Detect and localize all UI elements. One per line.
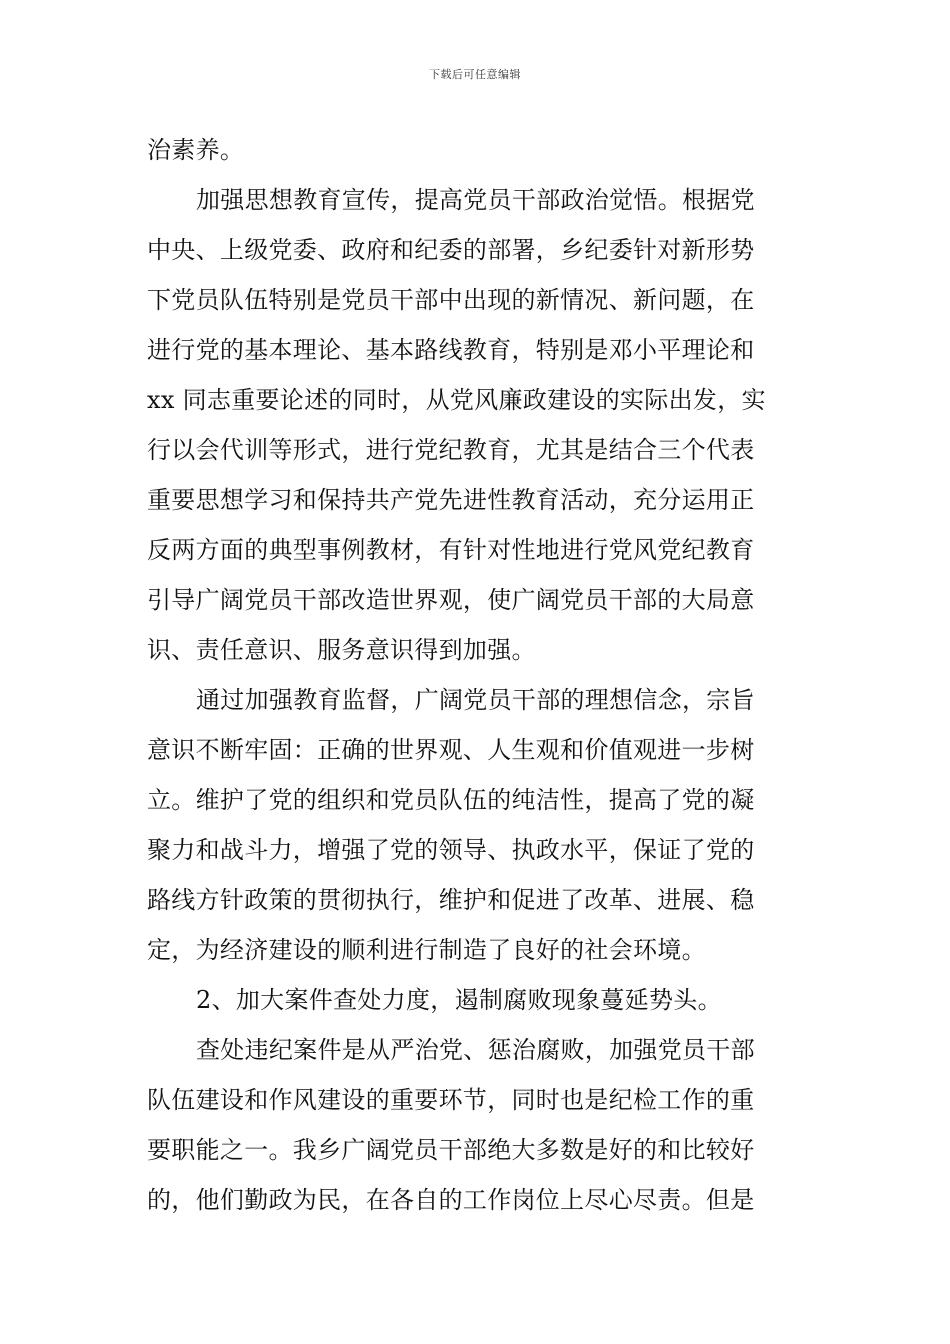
document-body — [147, 125, 807, 1225]
text-line: 立。维护了党的组织和党员队伍的纯洁性，提高了党的凝 — [147, 786, 755, 814]
text-line: 查处违纪案件是从严治党、惩治腐败，加强党员干部 — [196, 1036, 755, 1064]
text-line: 中央、上级党委、政府和纪委的部署，乡纪委针对新形势 — [147, 236, 755, 264]
text-line: 下党员队伍特别是党员干部中出现的新情况、新问题，在 — [147, 286, 755, 314]
text-line: 进行党的基本理论、基本路线教育，特别是邓小平理论和 — [147, 336, 755, 364]
page-header: 下载后可任意编辑 — [429, 68, 521, 81]
text-line: 识、责任意识、服务意识得到加强。 — [147, 636, 536, 664]
text-line: 队伍建设和作风建设的重要环节，同时也是纪检工作的重 — [147, 1086, 755, 1114]
text-line: 定，为经济建设的顺利进行制造了良好的社会环境。 — [147, 936, 706, 964]
text-line: 路线方针政策的贯彻执行，维护和促进了改革、进展、稳 — [147, 886, 755, 914]
text-line: 的，他们勤政为民，在各自的工作岗位上尽心尽责。但是 — [147, 1186, 755, 1214]
text-line: 反两方面的典型事例教材，有针对性地进行党风党纪教育 — [147, 536, 755, 564]
text-line: xx 同志重要论述的同时，从党风廉政建设的实际出发，实 — [147, 386, 766, 414]
section-heading: 2、加大案件查处力度，遏制腐败现象蔓延势头。 — [196, 986, 722, 1014]
text-line: 引导广阔党员干部改造世界观，使广阔党员干部的大局意 — [147, 586, 755, 614]
text-line: 通过加强教育监督，广阔党员干部的理想信念，宗旨 — [196, 686, 755, 714]
text-line: 治素养。 — [147, 136, 245, 164]
text-line: 加强思想教育宣传，提高党员干部政治觉悟。根据党 — [196, 186, 755, 214]
text-line: 意识不断牢固：正确的世界观、人生观和价值观进一步树 — [147, 736, 755, 764]
text-line: 聚力和战斗力，增强了党的领导、执政水平，保证了党的 — [147, 836, 755, 864]
text-line: 要职能之一。我乡广阔党员干部绝大多数是好的和比较好 — [147, 1136, 755, 1164]
text-line: 行以会代训等形式，进行党纪教育，尤其是结合三个代表 — [147, 436, 755, 464]
text-line: 重要思想学习和保持共产党先进性教育活动，充分运用正 — [147, 486, 755, 514]
